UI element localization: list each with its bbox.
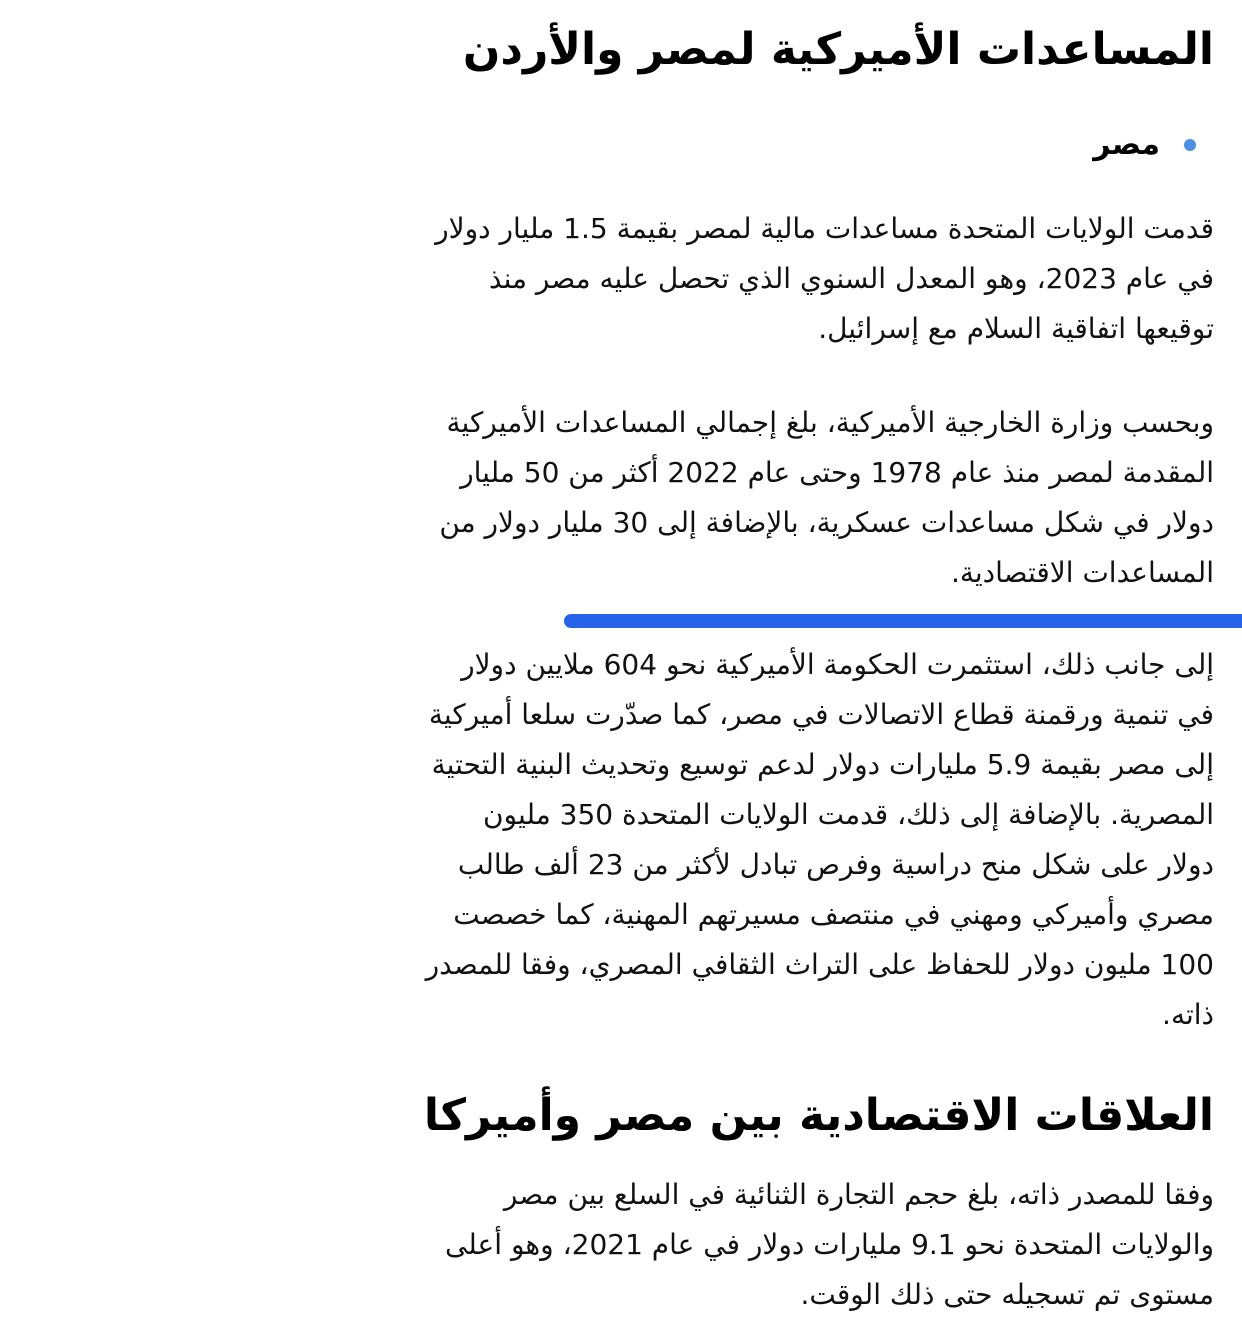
paragraph-investments: إلى جانب ذلك، استثمرت الحكومة الأميركية نحو 604 ملايين دولار في تنمية ورقمنة قطاع الاتصالات في مصر، كما صدّرت سلعا أميركية إلى مصر بقيمة 5.9 مليارات دولار لدعم توسيع وتحديث البنية التحتية المصرية. بالإضافة إلى ذلك، قدمت الولايات المتحدة 350 مليون دولار على شكل منح دراسية وفرص تبادل لأكثر من 23 ألف طالب مصري وأميركي ومهني في منتصف مسيرتهم المهنية، كما خصصت 100 مليون دولار للحفاظ على التراث الثقافي المصري، وفقا للمصدر ذاته. xyxy=(425,648,1214,1031)
list-item-label: مصر xyxy=(1093,127,1160,162)
progress-divider xyxy=(564,614,1242,628)
paragraph-aid-2023: قدمت الولايات المتحدة مساعدات مالية لمصر بقيمة 1.5 مليار دولار في عام 2023، وهو المعدل السنوي الذي تحصل عليه مصر منذ توقيعها اتفاقية السلام مع إسرائيل. xyxy=(435,212,1214,345)
country-list xyxy=(1093,122,1196,168)
section-heading-economic: العلاقات الاقتصادية بين مصر وأميركا xyxy=(423,1090,1214,1141)
paragraph-trade: وفقا للمصدر ذاته، بلغ حجم التجارة الثنائية في السلع بين مصر والولايات المتحدة نحو 9.1 مليارات دولار في عام 2021، وهو أعلى مستوى تم تسجيله حتى ذلك الوقت. xyxy=(444,1178,1214,1311)
section-heading-aid: المساعدات الأميركية لمصر والأردن xyxy=(462,24,1214,75)
paragraph-aid-totals: وبحسب وزارة الخارجية الأميركية، بلغ إجمالي المساعدات الأميركية المقدمة لمصر منذ عام 1978 وحتى عام 2022 أكثر من 50 مليار دولار في شكل مساعدات عسكرية، بالإضافة إلى 30 مليار دولار من المساعدات الاقتصادية. xyxy=(439,406,1214,589)
list-item-egypt xyxy=(1093,122,1196,168)
bullet-dot-icon xyxy=(1184,139,1196,151)
